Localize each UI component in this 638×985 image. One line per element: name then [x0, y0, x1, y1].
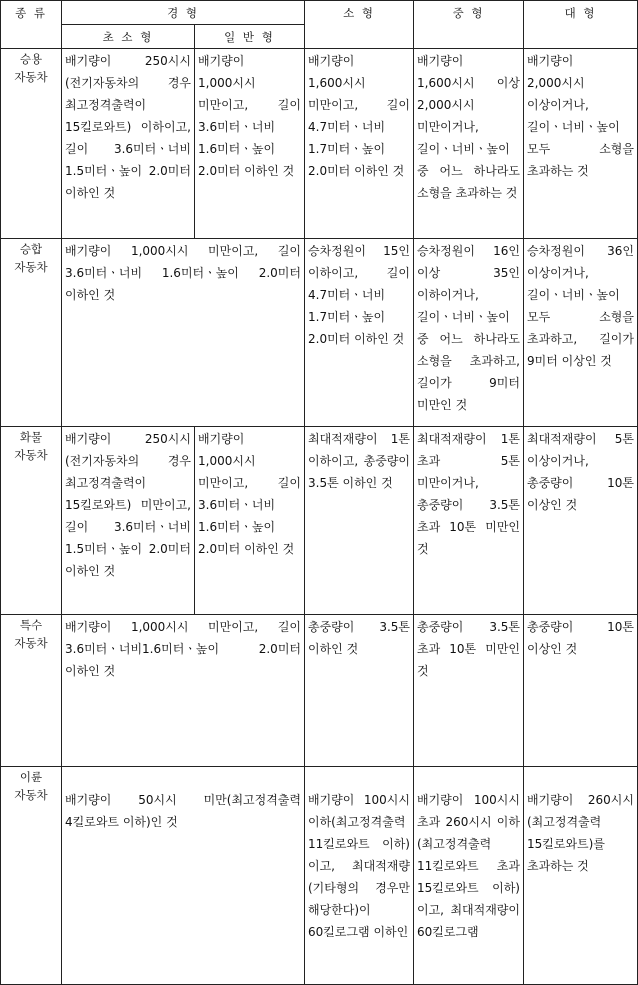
category-line-1: 화물 [19, 430, 43, 444]
header-small: 소 형 [305, 1, 414, 49]
cell-van-light: 배기량이 1,000시시 미만이고, 길이 3.6미터ㆍ너비 1.6미터ㆍ높이 2.0미터 이하인 것 [62, 239, 305, 427]
header-type: 종 류 [1, 1, 62, 49]
category-line-2: 자동차 [14, 788, 48, 802]
category-van [1, 239, 62, 427]
cell-truck-general: 배기량이 1,000시시 미만이고, 길이 3.6미터ㆍ너비 1.6미터ㆍ높이 2.0미터 이하인 것 [195, 427, 305, 615]
cell-passenger-ultra-small: 배기량이 250시시(전기자동차의 경우 최고정격출력이 15킬로와트) 이하이고, 길이 3.6미터ㆍ너비 1.5미터ㆍ높이 2.0미터 이하인 것 [62, 49, 195, 239]
cell-special-small: 총중량이 3.5톤 이하인 것 [305, 615, 414, 767]
cell-passenger-large: 배기량이 2,000시시 이상이거나, 길이ㆍ너비ㆍ높이 모두 소형을 초과하는 것 [524, 49, 638, 239]
category-line-2: 자동차 [14, 70, 48, 84]
row-special [1, 615, 638, 767]
category-line-1: 특수 [19, 618, 43, 632]
cell-passenger-general: 배기량이 1,000시시 미만이고, 길이 3.6미터ㆍ너비 1.6미터ㆍ높이 2.0미터 이하인 것 [195, 49, 305, 239]
cell-motorcycle-medium: 배기량이 100시시 초과 260시시 이하(최고정격출력 11킬로와트 초과 15킬로와트 이하)이고, 최대적재량이 60킬로그램 [414, 767, 524, 985]
cell-special-large: 총중량이 10톤 이상인 것 [524, 615, 638, 767]
category-passenger [1, 49, 62, 239]
cell-van-large: 승차정원이 36인 이상이거나, 길이ㆍ너비ㆍ높이 모두 소형을 초과하고, 길이가 9미터 이상인 것 [524, 239, 638, 427]
header-light: 경 형 [62, 1, 305, 25]
category-line-1: 이륜 [19, 770, 43, 784]
category-line-2: 자동차 [14, 636, 48, 650]
cell-passenger-small: 배기량이 1,600시시 미만이고, 길이 4.7미터ㆍ너비 1.7미터ㆍ높이 2.0미터 이하인 것 [305, 49, 414, 239]
category-line-2: 자동차 [14, 260, 48, 274]
cell-truck-medium: 최대적재량이 1톤 초과 5톤 미만이거나, 총중량이 3.5톤 초과 10톤 미만인 것 [414, 427, 524, 615]
cell-passenger-medium: 배기량이 1,600시시 이상 2,000시시 미만이거나, 길이ㆍ너비ㆍ높이 중 어느 하나라도 소형을 초과하는 것 [414, 49, 524, 239]
cell-van-medium: 승차정원이 16인 이상 35인 이하이거나, 길이ㆍ너비ㆍ높이 중 어느 하나라도 소형을 초과하고, 길이가 9미터 미만인 것 [414, 239, 524, 427]
category-line-1: 승합 [19, 242, 43, 256]
header-row-1 [1, 1, 638, 25]
cell-truck-ultra-small: 배기량이 250시시(전기자동차의 경우 최고정격출력이 15킬로와트) 미만이고, 길이 3.6미터ㆍ너비 1.5미터ㆍ높이 2.0미터 이하인 것 [62, 427, 195, 615]
cell-motorcycle-large: 배기량이 260시시(최고정격출력 15킬로와트)를 초과하는 것 [524, 767, 638, 985]
cell-truck-large: 최대적재량이 5톤 이상이거나, 총중량이 10톤 이상인 것 [524, 427, 638, 615]
cell-special-light: 배기량이 1,000시시 미만이고, 길이 3.6미터ㆍ너비1.6미터ㆍ높이 2.0미터 이하인 것 [62, 615, 305, 767]
row-van [1, 239, 638, 427]
cell-motorcycle-small: 배기량이 100시시 이하(최고정격출력 11킬로와트 이하)이고, 최대적재량(기타형의 경우만 해당한다)이 60킬로그램 이하인 [305, 767, 414, 985]
row-motorcycle [1, 767, 638, 985]
category-line-2: 자동차 [14, 448, 48, 462]
cell-motorcycle-light: 배기량이 50시시 미만(최고정격출력 4킬로와트 이하)인 것 [62, 767, 305, 985]
cell-van-small: 승차정원이 15인 이하이고, 길이 4.7미터ㆍ너비 1.7미터ㆍ높이 2.0미터 이하인 것 [305, 239, 414, 427]
header-ultra-small: 초 소 형 [62, 25, 195, 49]
row-passenger [1, 49, 638, 239]
category-line-1: 승용 [19, 52, 43, 66]
cell-truck-small: 최대적재량이 1톤 이하이고, 총중량이 3.5톤 이하인 것 [305, 427, 414, 615]
category-truck [1, 427, 62, 615]
row-truck [1, 427, 638, 615]
category-special [1, 615, 62, 767]
header-medium: 중 형 [414, 1, 524, 49]
header-general: 일 반 형 [195, 25, 305, 49]
header-large: 대 형 [524, 1, 638, 49]
cell-special-medium: 총중량이 3.5톤 초과 10톤 미만인 것 [414, 615, 524, 767]
category-motorcycle [1, 767, 62, 985]
